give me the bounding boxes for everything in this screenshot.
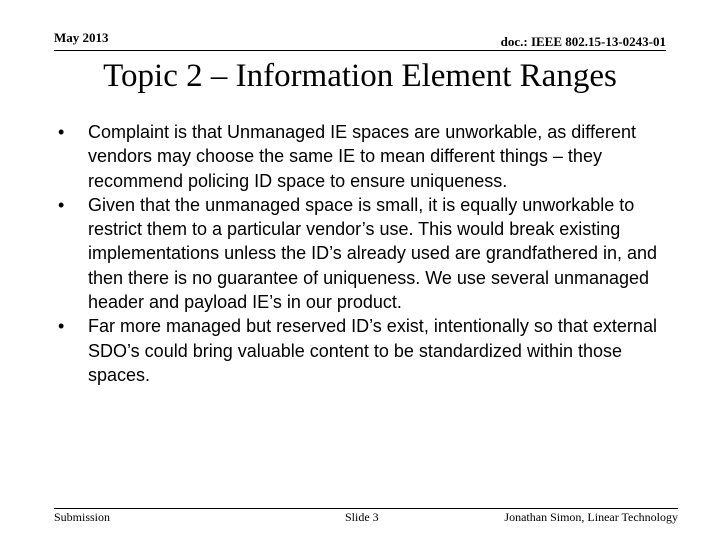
bullet-item (58, 314, 668, 387)
bullet-item (58, 193, 668, 314)
slide-title: Topic 2 – Information Element Ranges (103, 58, 617, 94)
bullet-text: Far more managed but reserved ID’s exist, intentionally so that external SDO’s could bring valuable content to be standardized within those spaces. (88, 316, 657, 385)
footer-author: Jonathan Simon, Linear Technology (504, 510, 678, 524)
footer-divider (54, 508, 678, 509)
footer-submission: Submission (54, 510, 111, 524)
bullet-item (58, 120, 668, 193)
bullet-dot-icon: • (58, 122, 65, 142)
bullet-list (58, 120, 668, 387)
header-date: May 2013 (54, 30, 109, 45)
bullet-text: Given that the unmanaged space is small, it is equally unworkable to restrict them to a particular vendor’s use. This would break existing implementations unless the ID’s already used are grandfathered in, and then there is no guarantee of uniqueness. We use several unmanaged header and payload IE’s in our product. (88, 194, 658, 313)
bullet-text: Complaint is that Unmanaged IE spaces are unworkable, as different vendors may choose the same IE to mean different things – they recommend policing ID space to ensure uniqueness. (88, 122, 636, 191)
header-divider (54, 50, 666, 51)
bullet-dot-icon: • (58, 316, 65, 337)
header-doc-id: doc.: IEEE 802.15-13-0243-01 (500, 34, 666, 49)
footer-slide-number: Slide 3 (345, 510, 379, 524)
bullet-dot-icon: • (58, 194, 65, 215)
